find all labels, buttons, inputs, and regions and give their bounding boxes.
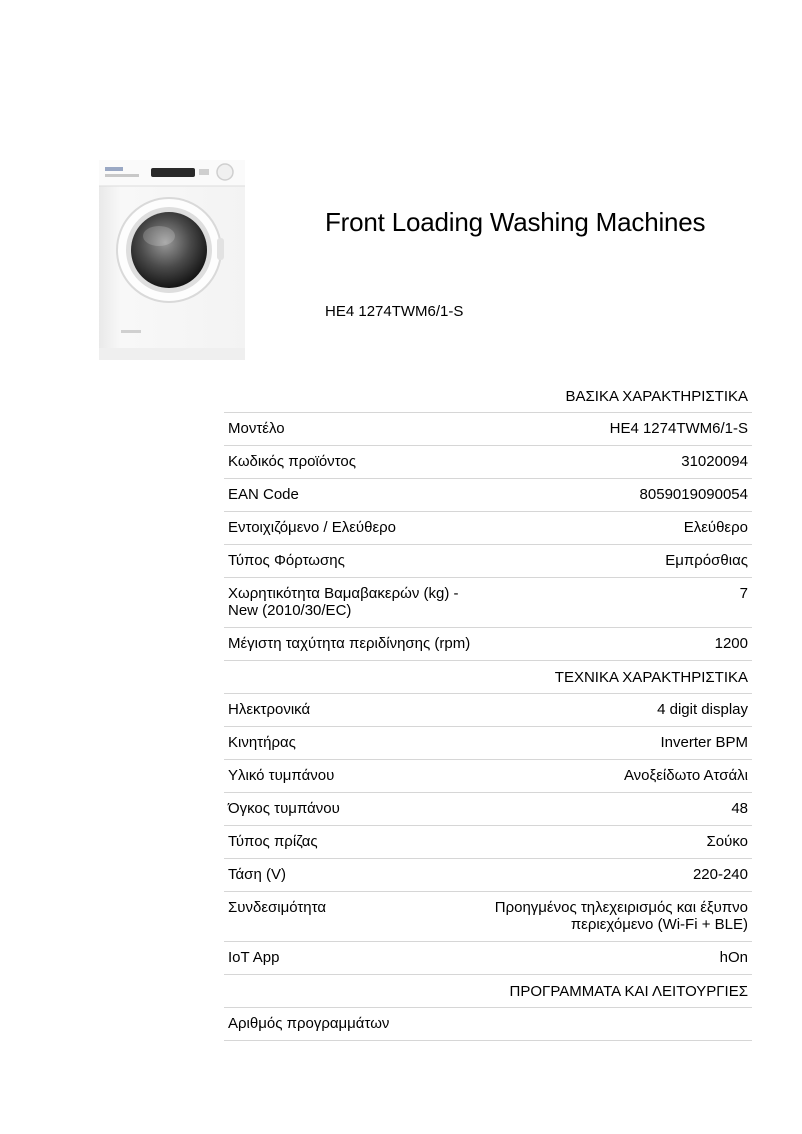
spec-label: Τάση (V) <box>224 859 488 892</box>
spec-value: hOn <box>488 942 752 975</box>
table-row <box>224 545 752 578</box>
spec-label: Κινητήρας <box>224 727 488 760</box>
spec-label: Μέγιστη ταχύτητα περιδίνησης (rpm) <box>224 628 488 661</box>
table-row <box>224 578 752 628</box>
section-heading-row <box>224 975 752 1008</box>
table-row <box>224 760 752 793</box>
spec-value: Inverter BPM <box>488 727 752 760</box>
spec-label: Τύπος Φόρτωσης <box>224 545 488 578</box>
spec-label: Αριθμός προγραμμάτων <box>224 1008 488 1041</box>
section-heading-spacer <box>224 975 488 1008</box>
spec-value: 48 <box>488 793 752 826</box>
product-image <box>99 160 245 360</box>
page-title: Front Loading Washing Machines <box>325 207 706 237</box>
spec-value: Εμπρόσθιας <box>488 545 752 578</box>
section-heading-row <box>224 380 752 413</box>
table-row <box>224 793 752 826</box>
spec-label: Υλικό τυμπάνου <box>224 760 488 793</box>
section-heading-row <box>224 661 752 694</box>
table-row <box>224 942 752 975</box>
table-row <box>224 859 752 892</box>
spec-label: Τύπος πρίζας <box>224 826 488 859</box>
spec-label: Όγκος τυμπάνου <box>224 793 488 826</box>
spec-value: 220-240 <box>488 859 752 892</box>
washing-machine-icon <box>99 160 245 360</box>
spec-value: Ανοξείδωτο Ατσάλι <box>488 760 752 793</box>
model-subtitle: HE4 1274TWM6/1-S <box>325 303 464 320</box>
table-row <box>224 512 752 545</box>
spec-value: Σούκο <box>488 826 752 859</box>
spec-value: 4 digit display <box>488 694 752 727</box>
table-row <box>224 479 752 512</box>
spec-label: IoT App <box>224 942 488 975</box>
spec-label: Συνδεσιμότητα <box>224 892 488 942</box>
spec-label: Εντοιχιζόμενο / Ελεύθερο <box>224 512 488 545</box>
spec-label: Κωδικός προϊόντος <box>224 446 488 479</box>
spec-label: EAN Code <box>224 479 488 512</box>
spec-value: 7 <box>488 578 752 628</box>
table-row <box>224 413 752 446</box>
table-row <box>224 826 752 859</box>
spec-value: 1200 <box>488 628 752 661</box>
spec-label: Ηλεκτρονικά <box>224 694 488 727</box>
section-heading: ΠΡΟΓΡΑΜΜΑΤΑ ΚΑΙ ΛΕΙΤΟΥΡΓΙΕΣ <box>488 975 752 1008</box>
spec-table <box>224 380 752 1041</box>
section-heading-spacer <box>224 661 488 694</box>
section-heading-spacer <box>224 380 488 413</box>
spec-value: 8059019090054 <box>488 479 752 512</box>
spec-value <box>488 1008 752 1041</box>
table-row <box>224 1008 752 1041</box>
table-row <box>224 727 752 760</box>
spec-value: HE4 1274TWM6/1-S <box>488 413 752 446</box>
section-heading: ΒΑΣΙΚΑ ΧΑΡΑΚΤΗΡΙΣΤΙΚΑ <box>488 380 752 413</box>
table-row <box>224 694 752 727</box>
spec-label: Μοντέλο <box>224 413 488 446</box>
spec-label: Χωρητικότητα Βαμαβακερών (kg) - New (2010/30/EC) <box>224 578 488 628</box>
table-row <box>224 628 752 661</box>
spec-value: Προηγμένος τηλεχειρισμός και έξυπνο περιεχόμενο (Wi-Fi + BLE) <box>488 892 752 942</box>
section-heading: ΤΕΧΝΙΚΑ ΧΑΡΑΚΤΗΡΙΣΤΙΚΑ <box>488 661 752 694</box>
spec-value: 31020094 <box>488 446 752 479</box>
spec-value: Ελεύθερο <box>488 512 752 545</box>
table-row <box>224 892 752 942</box>
table-row <box>224 446 752 479</box>
